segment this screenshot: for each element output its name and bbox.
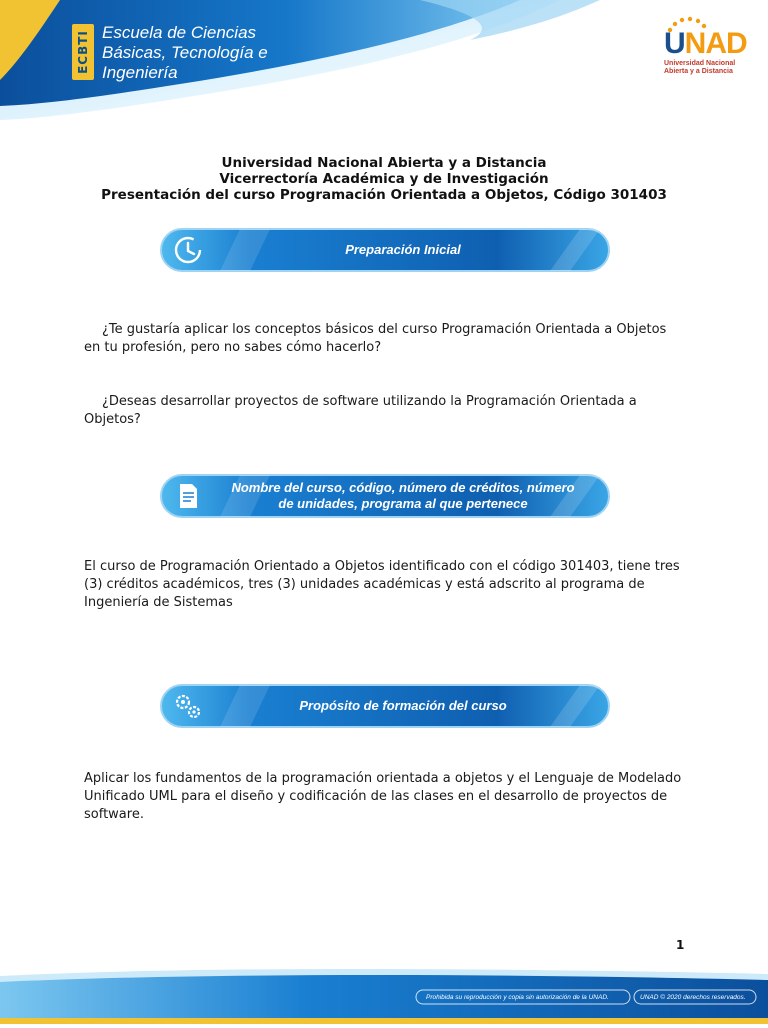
paragraph-course-info: El curso de Programación Orientado a Objetos identificado con el código 301403, tiene tres (3) créditos académicos, tres (3) unidades académicas y está adscrito al programa de Ingeniería de Sistemas [84, 559, 680, 610]
banner-label: Propósito de formación del curso [299, 698, 507, 713]
section-banner-preparacion [160, 228, 610, 272]
footer-wave-graphic [0, 962, 768, 1024]
logo-subtitle [664, 60, 754, 76]
page-number: 1 [676, 938, 685, 952]
ecbti-badge [72, 24, 94, 80]
footer-copyright-notice: Prohibida su reproducción y copia sin autorización de la UNAD. [426, 994, 609, 1001]
title-course-presentation: Presentación del curso Programación Orientada a Objetos, Código 301403 [101, 187, 667, 203]
paragraph-question-1: ¿Te gustaría aplicar los conceptos básicos del curso Programación Orientada a Objetos en tu profesión, pero no sabes cómo hacerlo? [84, 322, 667, 355]
logo-letter-u: U [664, 27, 685, 60]
header-banner [0, 0, 768, 130]
school-name-line: Ingeniería [102, 63, 178, 82]
section-banner-nombre-curso [160, 474, 610, 518]
school-name-line: Básicas, Tecnología e [102, 43, 268, 62]
school-name-line: Escuela de Ciencias [102, 23, 257, 42]
footer-rights-reserved: UNAD © 2020 derechos reservados. [640, 994, 746, 1001]
logo-subtitle-line: Abierta y a Distancia [664, 68, 733, 75]
paragraph-purpose: Aplicar los fundamentos de la programación orientada a objetos y el Lenguaje de Modelado Unificado UML para el diseño y codificación de las clases en el desarrollo de proyectos de software. [84, 771, 682, 822]
title-university: Universidad Nacional Abierta y a Distancia [221, 155, 547, 171]
clock-icon [168, 230, 208, 270]
banner-label-line: de unidades, programa al que pertenece [278, 496, 528, 511]
unad-logo [660, 16, 746, 80]
banner-label: Preparación Inicial [345, 242, 461, 257]
logo-subtitle-line: Universidad Nacional [664, 60, 736, 67]
document-titles [0, 155, 768, 203]
paragraph-question-2: ¿Deseas desarrollar proyectos de software utilizando la Programación Orientada a Objetos? [84, 394, 637, 427]
title-vicerrectoria: Vicerrectoría Académica y de Investigación [219, 171, 549, 187]
logo-wordmark [664, 28, 747, 60]
school-name [102, 23, 332, 83]
document-icon [168, 476, 208, 516]
gears-icon [168, 686, 208, 726]
ecbti-badge-label: ECBTI [76, 30, 90, 74]
footer-banner [0, 962, 768, 1024]
logo-letters-nad: NAD [684, 27, 747, 60]
section-banner-proposito [160, 684, 610, 728]
banner-label [216, 474, 590, 518]
banner-label-line: Nombre del curso, código, número de créditos, número [231, 480, 575, 495]
